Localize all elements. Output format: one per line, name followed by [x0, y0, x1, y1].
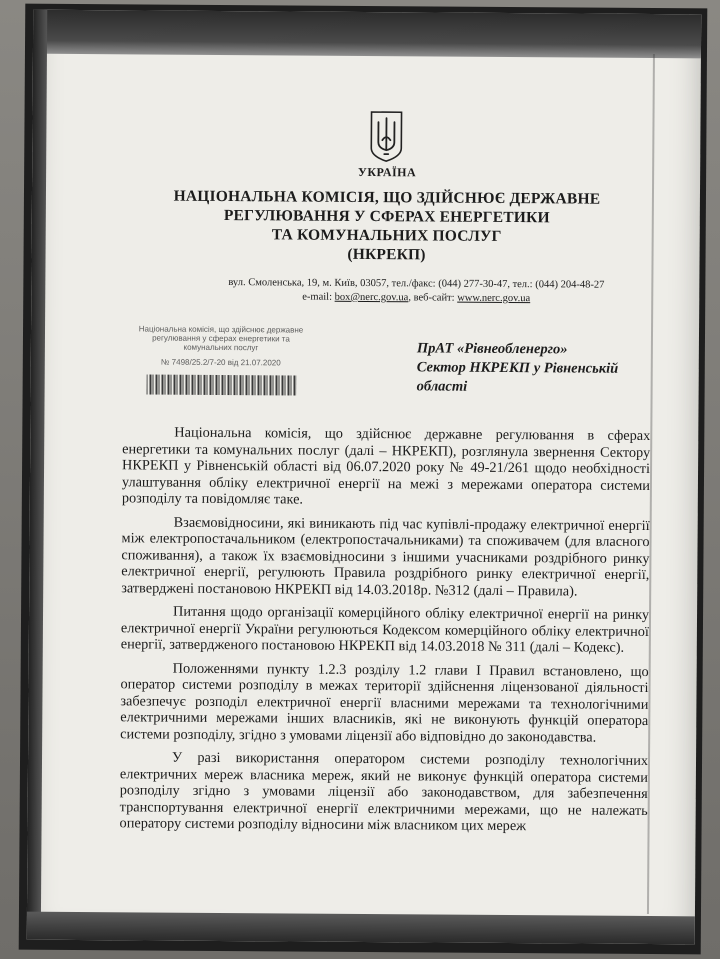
barcode — [147, 374, 297, 395]
stamp-line-2: регулювання у сферах енергетики та — [152, 333, 290, 344]
contact-block — [181, 276, 651, 307]
stamp-line-1: Національна комісія, що здійснює державне — [138, 324, 304, 335]
registration-number: № 7498/25.2/7-20 від 21.07.2020 — [160, 357, 281, 368]
recipient-block — [417, 339, 657, 398]
letter-content — [27, 10, 701, 945]
email-link[interactable]: box@nerc.gov.ua — [334, 291, 409, 304]
org-line-3: ТА КОМУНАЛЬНИХ ПОСЛУГ — [271, 226, 502, 245]
body-paragraph-5: У разі використання оператором системи розподілу технологічних електричних мереж власника мереж, який не виконує функцій оператора системи розподілу згідно з умовами ліцензії або законодавством, для забезпечення транспортування електричної енергії електричними мережами, що не належать оператору системи розподілу відносини між власником цих мереж — [119, 749, 649, 835]
registration-stamp — [117, 324, 325, 367]
site-label: , веб-сайт: — [408, 292, 458, 304]
org-line-1: НАЦІОНАЛЬНА КОМІСІЯ, ЩО ЗДІЙСНЮЄ ДЕРЖАВНЕ — [173, 187, 601, 208]
trident-emblem-icon — [368, 110, 404, 162]
organization-name — [171, 187, 602, 266]
recipient-line-1: ПрАТ «Рівнеобленерго» — [416, 340, 568, 358]
body-paragraph-4: Положеннями пункту 1.2.3 розділу 1.2 глави I Правил встановлено, що оператор системи розподілу в межах території здійснення ліцензованої діяльності забезпечує розподіл електричної енергії власними мережами та технологічними електричними мережами інших власників, які не виконують функцій оператора системи розподілу, згідно з умовами ліцензії або відповідно до законодавства. — [120, 660, 649, 746]
body-paragraph-3: Питання щодо організації комерційного обліку електричної енергії на ринку електричної енергії України регулюються Кодексом комерційного обліку електричної енергії, затвердженого постановою НКРЕКП від 14.03.2018 № 311 (далі – Кодекс). — [120, 603, 650, 656]
stamp-line-3: комунальних послуг — [183, 342, 259, 353]
address-line: вул. Смоленська, 19, м. Київ, 03057, тел./факс: (044) 277-30-47, тел.: (044) 204-48-27 — [228, 277, 605, 291]
recipient-line-2: Сектор НКРЕКП у Рівненській — [416, 359, 619, 377]
org-abbreviation: (НКРЕКП) — [347, 245, 426, 264]
document-page — [27, 10, 701, 945]
website-link[interactable]: www.nerc.gov.ua — [457, 292, 531, 305]
letter-body — [119, 424, 650, 842]
body-paragraph-2: Взаємовідносини, які виникають під час купівлі-продажу електричної енергії між електропостачальником (електропостачальниками) та споживачем (для власного споживання), а також їх взаємовідносини з іншими учасниками роздрібного ринку електричної енергії, регулюють Правила роздрібного ринку електричної енергії, затверджені постановою НКРЕКП від 14.03.2018р. №312 (далі – Правила). — [121, 514, 650, 599]
recipient-line-3: області — [416, 378, 468, 395]
body-paragraph-1: Національна комісія, що здійснює державне регулювання в сферах енергетики та комунальних послуг (далі – НКРЕКП), розглянула звернення Сектору НКРЕКП у Рівненській області від 06.07.2020 року № 49-21/261 щодо необхідності улаштування обліку електричної енергії на межі з мережами оператора системи розподілу та повідомляє таке. — [121, 424, 651, 508]
email-label: e-mail: — [302, 291, 335, 303]
org-line-2: РЕГУЛЮВАННЯ У СФЕРАХ ЕНЕРГЕТИКИ — [223, 207, 550, 227]
country-label: УКРАЇНА — [358, 164, 417, 180]
